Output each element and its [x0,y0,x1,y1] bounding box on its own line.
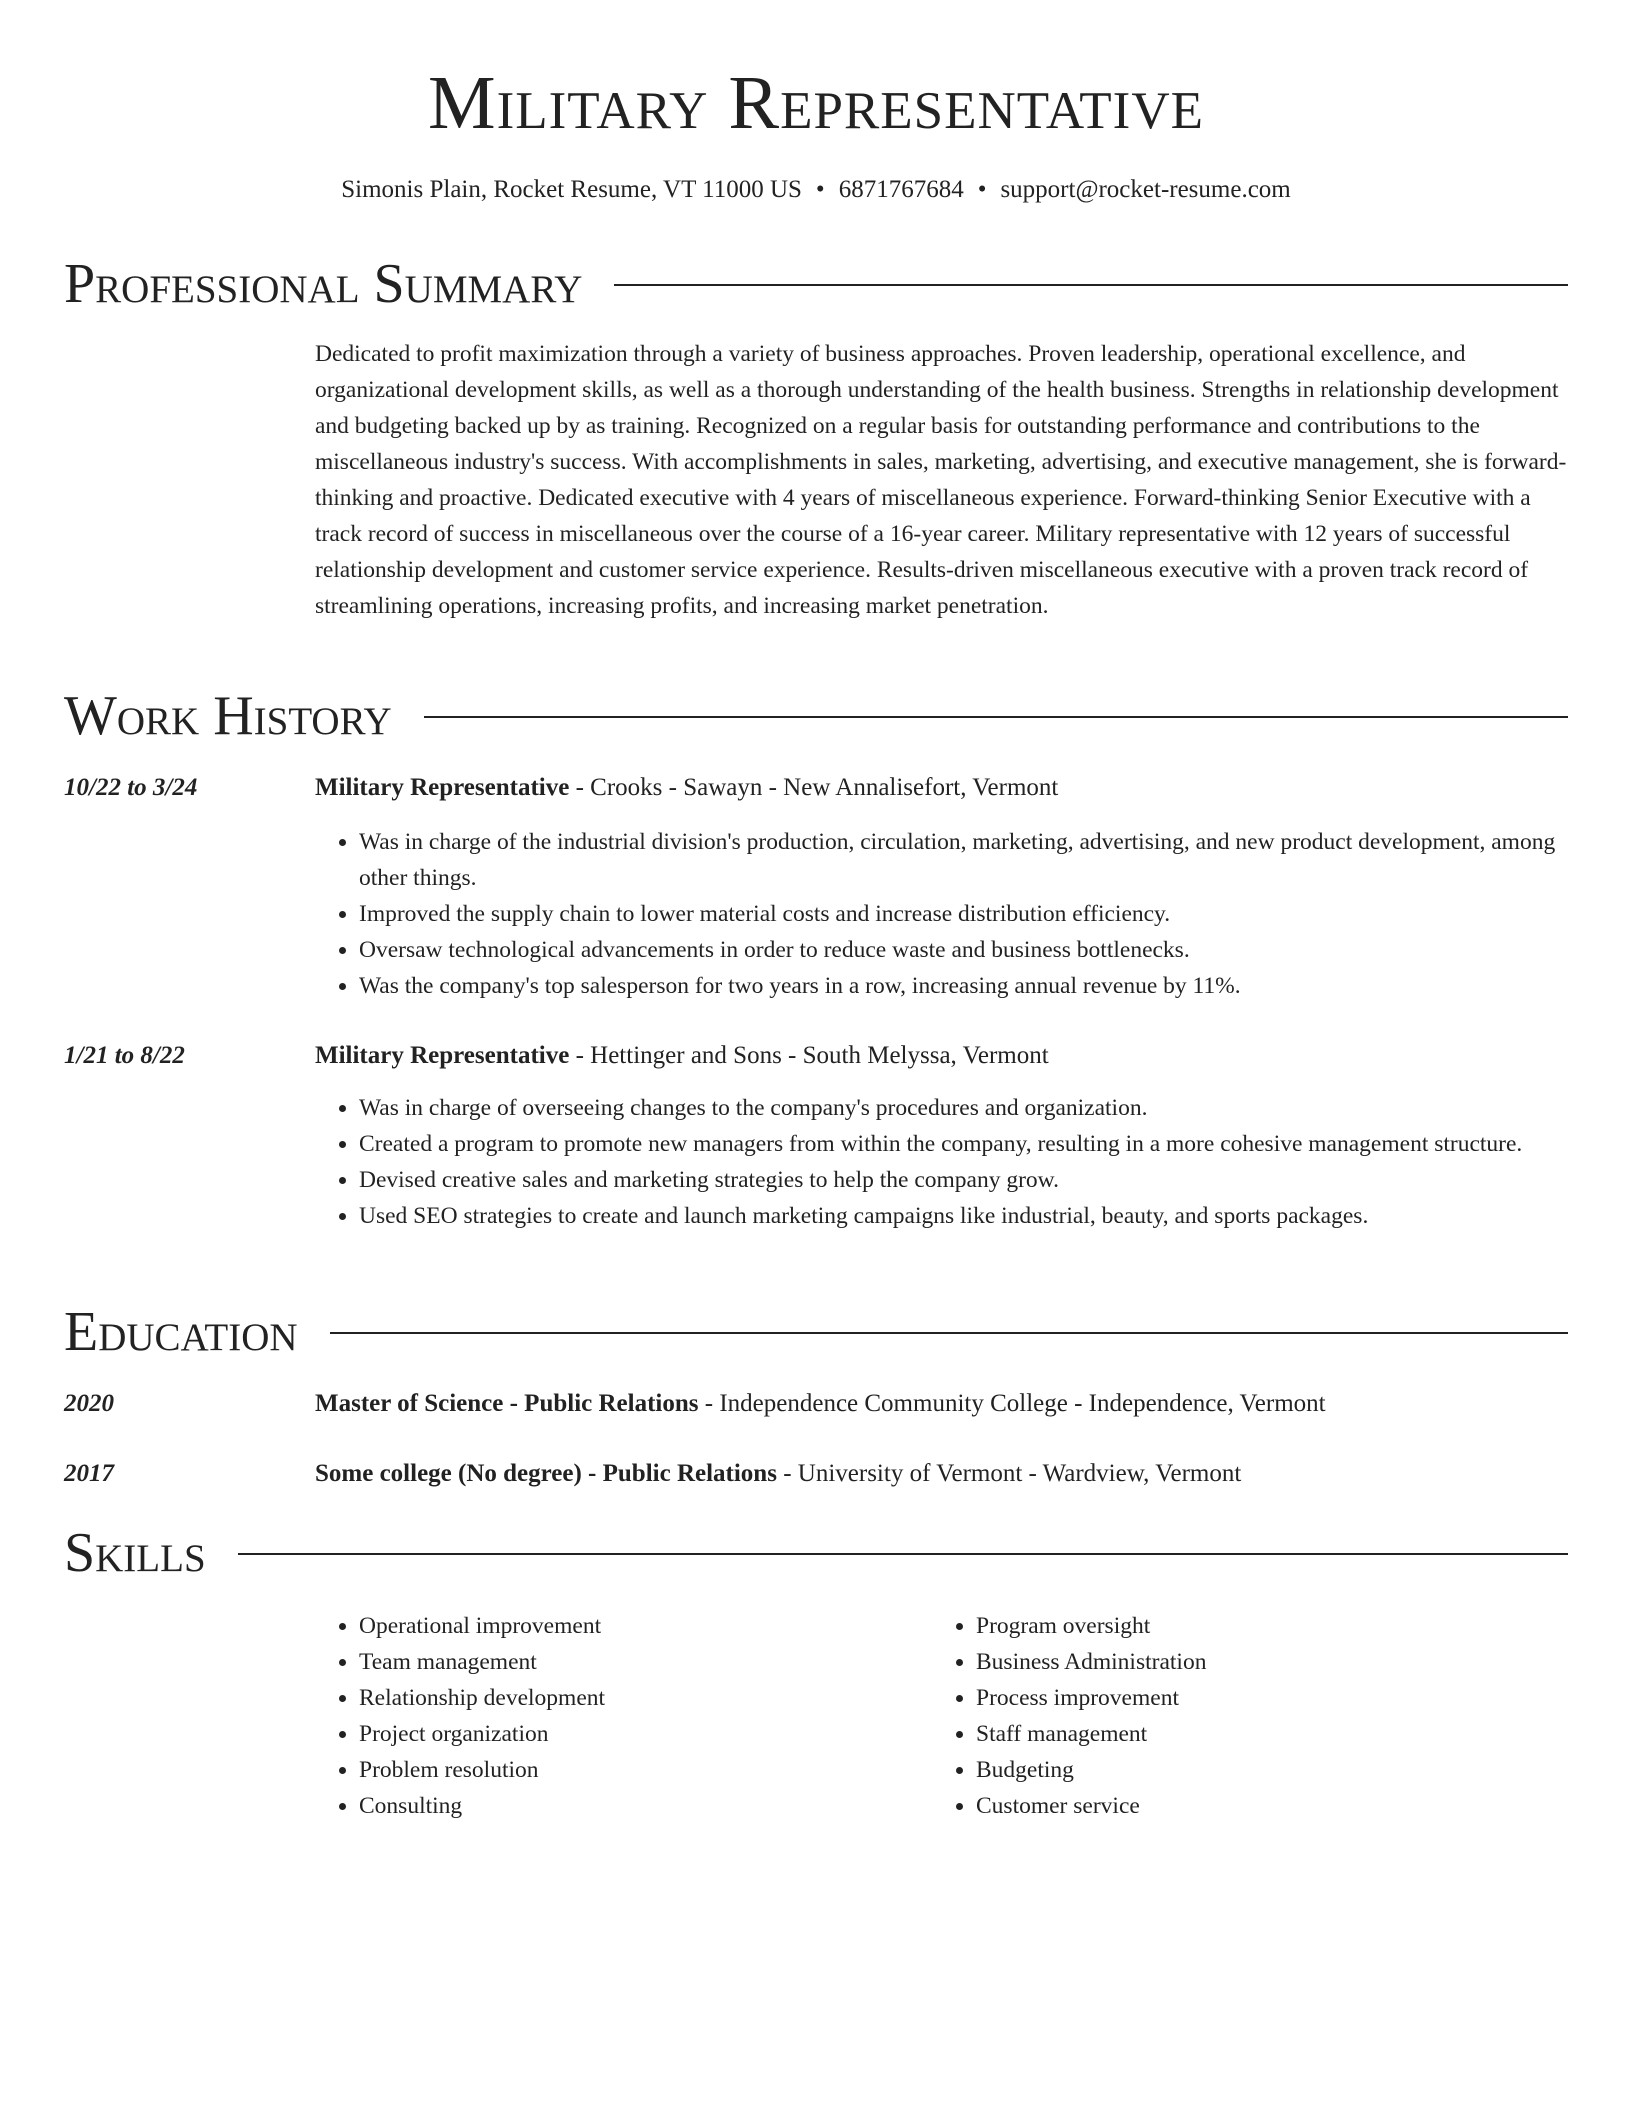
job-role: Military Representative [315,1042,570,1069]
job-bullet: • Was in charge of the industrial division's production, circulation, marketing, advertising, and new product development, among other things. [359,824,1568,896]
section-divider [330,1332,1568,1334]
education-date: 2017 [64,1460,114,1487]
skill-item: • Team management [359,1644,932,1680]
skill-item: • Project organization [359,1716,932,1752]
skill-item: • Business Administration [976,1644,1568,1680]
skill-item: • Operational improvement [359,1608,932,1644]
summary-text: Dedicated to profit maximization through a variety of business approaches. Proven leadership, operational excellence, and organizational development skills, as well as a thorough understanding of the health business. Strengths in relationship development and budgeting backed up by as training. Recognized on a regular basis for outstanding performance and contributions to the miscellaneous industry's success. With accomplishments in sales, marketing, advertising, and executive management, she is forward-thinking and proactive. Dedicated executive with 4 years of miscellaneous experience. Forward-thinking Senior Executive with a track record of success in miscellaneous over the course of a 16-year career. Military representative with 12 years of successful relationship development and customer service experience. Results-driven miscellaneous executive with a proven track record of streamlining operations, increasing profits, and increasing market penetration. [315,341,1567,619]
summary-section-title: Professional Summary [64,253,583,315]
contact-separator: • [977,176,987,203]
skill-item: • Consulting [359,1788,932,1824]
skills-section-title: Skills [64,1522,206,1584]
section-divider [238,1553,1568,1555]
job-bullet: • Was in charge of overseeing changes to the company's procedures and organization. [359,1090,1568,1126]
education-degree: Some college (No degree) - Public Relations [315,1460,777,1487]
summary-section-header [64,252,1568,316]
job-bullet: • Used SEO strategies to create and launch marketing campaigns like industrial, beauty, and sports packages. [359,1198,1568,1234]
skill-item: • Program oversight [976,1608,1568,1644]
job-heading [315,1038,1568,1074]
job-bullet: • Improved the supply chain to lower material costs and increase distribution efficiency. [359,896,1568,932]
job-date: 10/22 to 3/24 [64,774,198,801]
job-details: - Crooks - Sawayn - New Annalisefort, Vermont [569,774,1059,801]
skill-item: • Problem resolution [359,1752,932,1788]
education-degree: Master of Science - Public Relations [315,1390,699,1417]
section-divider [424,716,1568,718]
job-bullets [315,824,1568,1004]
skill-item: • Process improvement [976,1680,1568,1716]
job-details: - Hettinger and Sons - South Melyssa, Vermont [569,1042,1049,1069]
skills-section-header [64,1521,1568,1585]
candidate-name: Military Representative [428,61,1204,145]
education-details: - University of Vermont - Wardview, Vermont [776,1460,1242,1487]
job-heading [315,770,1568,806]
contact-email[interactable]: support@rocket-resume.com [1000,176,1291,203]
skill-item: • Customer service [976,1788,1568,1824]
education-heading [315,1386,1568,1422]
contact-line [64,172,1568,208]
skills-list-left [315,1608,932,1824]
job-role: Military Representative [315,774,570,801]
skill-item: • Budgeting [976,1752,1568,1788]
job-bullets [315,1090,1568,1234]
education-details: - Independence Community College - Independence, Vermont [698,1390,1326,1417]
job-bullet: • Devised creative sales and marketing strategies to help the company grow. [359,1162,1568,1198]
contact-phone: 6871767684 [838,176,964,203]
work-section-title: Work History [64,685,392,747]
job-bullet: • Oversaw technological advancements in order to reduce waste and business bottlenecks. [359,932,1568,968]
section-divider [614,284,1568,286]
job-bullet: • Created a program to promote new managers from within the company, resulting in a more cohesive management structure. [359,1126,1568,1162]
work-section-header [64,684,1568,748]
contact-separator: • [815,176,825,203]
skills-list-right [932,1608,1568,1824]
contact-address: Simonis Plain, Rocket Resume, VT 11000 US [341,176,802,203]
job-bullet: • Was the company's top salesperson for two years in a row, increasing annual revenue by 11%. [359,968,1568,1004]
skill-item: • Relationship development [359,1680,932,1716]
job-date: 1/21 to 8/22 [64,1042,185,1069]
skill-item: • Staff management [976,1716,1568,1752]
education-section-header [64,1300,1568,1364]
education-section-title: Education [64,1301,298,1363]
education-heading [315,1456,1568,1492]
education-date: 2020 [64,1390,114,1417]
